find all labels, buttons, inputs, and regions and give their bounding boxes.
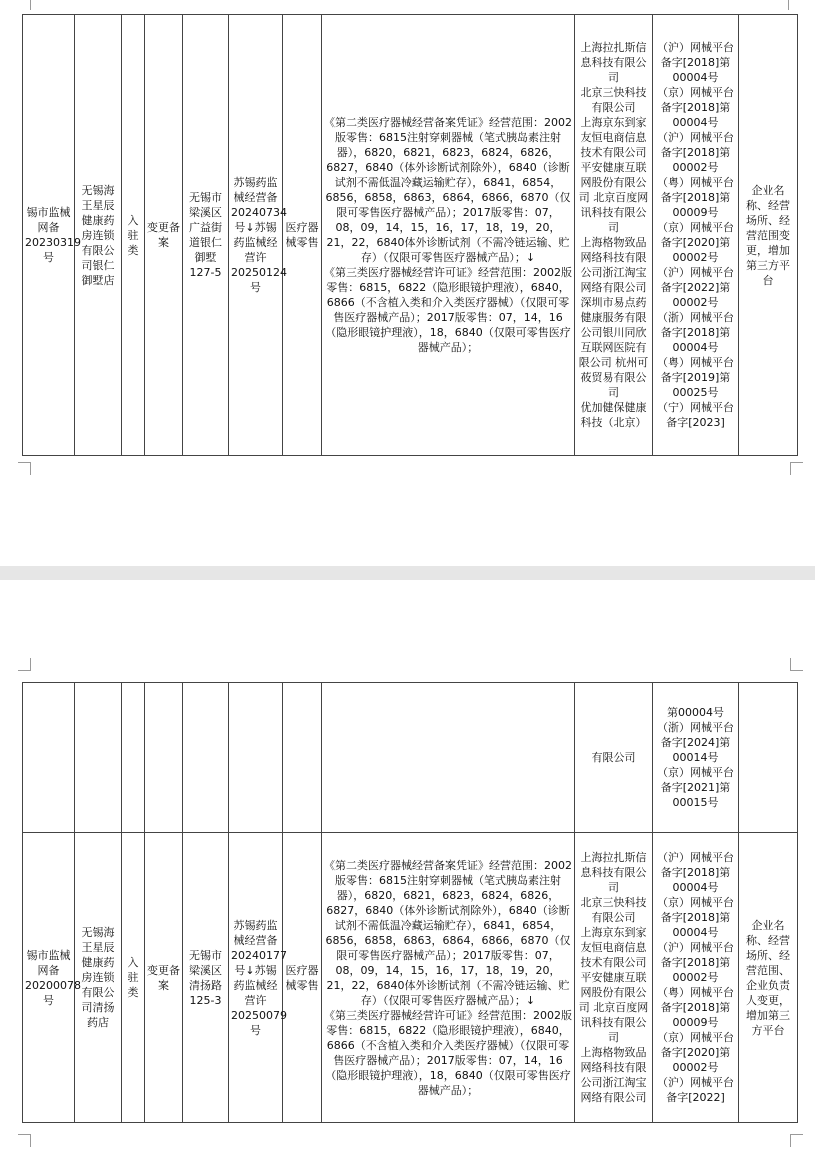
record-number: 锡市监械网备20230319号 [23, 15, 75, 456]
store-name: 无锡海王星辰健康药房连锁有限公司清扬药店 [75, 833, 122, 1123]
table-row [23, 833, 798, 1123]
table-row [23, 15, 798, 456]
crop-mark [18, 0, 31, 10]
store-name: 无锡海王星辰健康药房连锁有限公司银仁御墅店 [75, 15, 122, 456]
record-number [23, 683, 75, 833]
table-row [23, 683, 798, 833]
address: 无锡市梁溪区广益街道银仁御墅127-5 [183, 15, 229, 456]
license-number [229, 683, 283, 833]
business-scope [322, 833, 575, 1123]
scope-record: 《第二类医疗器械经营备案凭证》经营范围：2002版零售：6815注射穿刺器械（笔式胰岛素注射器），6820，6821，6823，6824，6826，6827，6840（体外诊断试剂除外），6840（诊断试剂不需低温冷藏运输贮存），6841，6854，6856，6858，6863，6864，6866，6870（仅限可零售医疗器械产品）；2017版零售：07，08，09，14，15，16，17，18，19，20，21，22，6840体外诊断试剂（不需冷链运输、贮存）（仅限可零售医疗器械产品）；↓ [324, 116, 572, 264]
business-type: 医疗器械零售 [283, 833, 322, 1123]
license-number: 苏锡药监械经营备20240177号↓苏锡药监械经营许20250079号 [229, 833, 283, 1123]
record-number: 锡市监械网备20200078号 [23, 833, 75, 1123]
platform-permits: （沪）网械平台备字[2018]第00004号 （京）网械平台备字[2018]第00004号 （沪）网械平台备字[2018]第00002号 （粤）网械平台备字[2018]第00009号 （京）网械平台备字[2020]第00002号 （沪）网械平台备字[2022] [653, 833, 739, 1123]
category: 入驻类 [122, 15, 145, 456]
scope-record: 《第二类医疗器械经营备案凭证》经营范围：2002版零售：6815注射穿刺器械（笔式胰岛素注射器），6820，6821，6823，6824，6826，6827，6840（体外诊断试剂除外），6840（诊断试剂不需低温冷藏运输贮存），6841，6854，6856，6858，6863，6864，6866，6870（仅限可零售医疗器械产品）；2017版零售：07，08，09，14，15，16，17，18，19，20，21，22，6840体外诊断试剂（不需冷链运输、贮存）（仅限可零售医疗器械产品）；↓ [324, 858, 572, 1007]
crop-mark [18, 658, 31, 671]
address [183, 683, 229, 833]
remark [739, 683, 798, 833]
crop-mark [18, 462, 31, 475]
remark: 企业名称、经营场所、经营范围变更，增加第三方平台 [739, 15, 798, 456]
crop-mark [18, 1134, 31, 1147]
platform-list: 有限公司 [575, 683, 653, 833]
category: 入驻类 [122, 833, 145, 1123]
crop-mark [790, 658, 803, 671]
business-type [283, 683, 322, 833]
platform-list: 上海拉扎斯信息科技有限公司 北京三快科技有限公司 上海京东到家友恒电商信息技术有限公司 平安健康互联网股份有限公司 北京百度网讯科技有限公司 上海格物致品网络科技有限公司浙江淘宝网络有限公司 深圳市易点药健康服务有限公司银川同欣互联网医院有限公司 杭州可莜贸易有限公司 优加健保健康科技（北京） [575, 15, 653, 456]
platform-permits: （沪）网械平台备字[2018]第00004号 （京）网械平台备字[2018]第00004号 （沪）网械平台备字[2018]第00002号 （粤）网械平台备字[2018]第00009号 （京）网械平台备字[2020]第00002号 （沪）网械平台备字[2022]第00002号 （浙）网械平台备字[2018]第00004号 （粤）网械平台备字[2019]第00025号 （宁）网械平台备字[2023] [653, 15, 739, 456]
remark: 企业名称、经营场所、经营范围、企业负责人变更，增加第三方平台 [739, 833, 798, 1123]
address: 无锡市梁溪区清扬路125-3 [183, 833, 229, 1123]
business-scope [322, 683, 575, 833]
business-type: 医疗器械零售 [283, 15, 322, 456]
platform-list: 上海拉扎斯信息科技有限公司 北京三快科技有限公司 上海京东到家友恒电商信息技术有限公司 平安健康互联网股份有限公司 北京百度网讯科技有限公司 上海格物致品网络科技有限公司浙江淘宝网络有限公司 [575, 833, 653, 1123]
license-number: 苏锡药监械经营备20240734号↓苏锡药监械经营许20250124号 [229, 15, 283, 456]
platform-permits: 第00004号 （浙）网械平台备字[2024]第00014号 （京）网械平台备字[2021]第00015号 [653, 683, 739, 833]
registry-table-page1 [22, 14, 798, 456]
registry-table-page2 [22, 682, 798, 1123]
category [122, 683, 145, 833]
change-type: 变更备案 [145, 15, 183, 456]
scope-permit: 《第三类医疗器械经营许可证》经营范围：2002版零售：6815，6822（隐形眼镜护理液），6840，6866（不含植入类和介入类医疗器械）（仅限可零售医疗器械产品）；2017版零售：07，14，16（隐形眼镜护理液），18，6840（仅限可零售医疗器械产品）； [324, 1008, 572, 1097]
crop-mark [788, 0, 801, 10]
change-type: 变更备案 [145, 833, 183, 1123]
crop-mark [790, 462, 803, 475]
store-name [75, 683, 122, 833]
page-gap [0, 566, 815, 580]
scope-permit: 《第三类医疗器械经营许可证》经营范围：2002版零售：6815，6822（隐形眼镜护理液），6840，6866（不含植入类和介入类医疗器械）（仅限可零售医疗器械产品）；2017版零售：07，14，16（隐形眼镜护理液），18，6840（仅限可零售医疗器械产品）； [324, 266, 572, 354]
business-scope [322, 15, 575, 456]
change-type [145, 683, 183, 833]
crop-mark [790, 1134, 803, 1147]
